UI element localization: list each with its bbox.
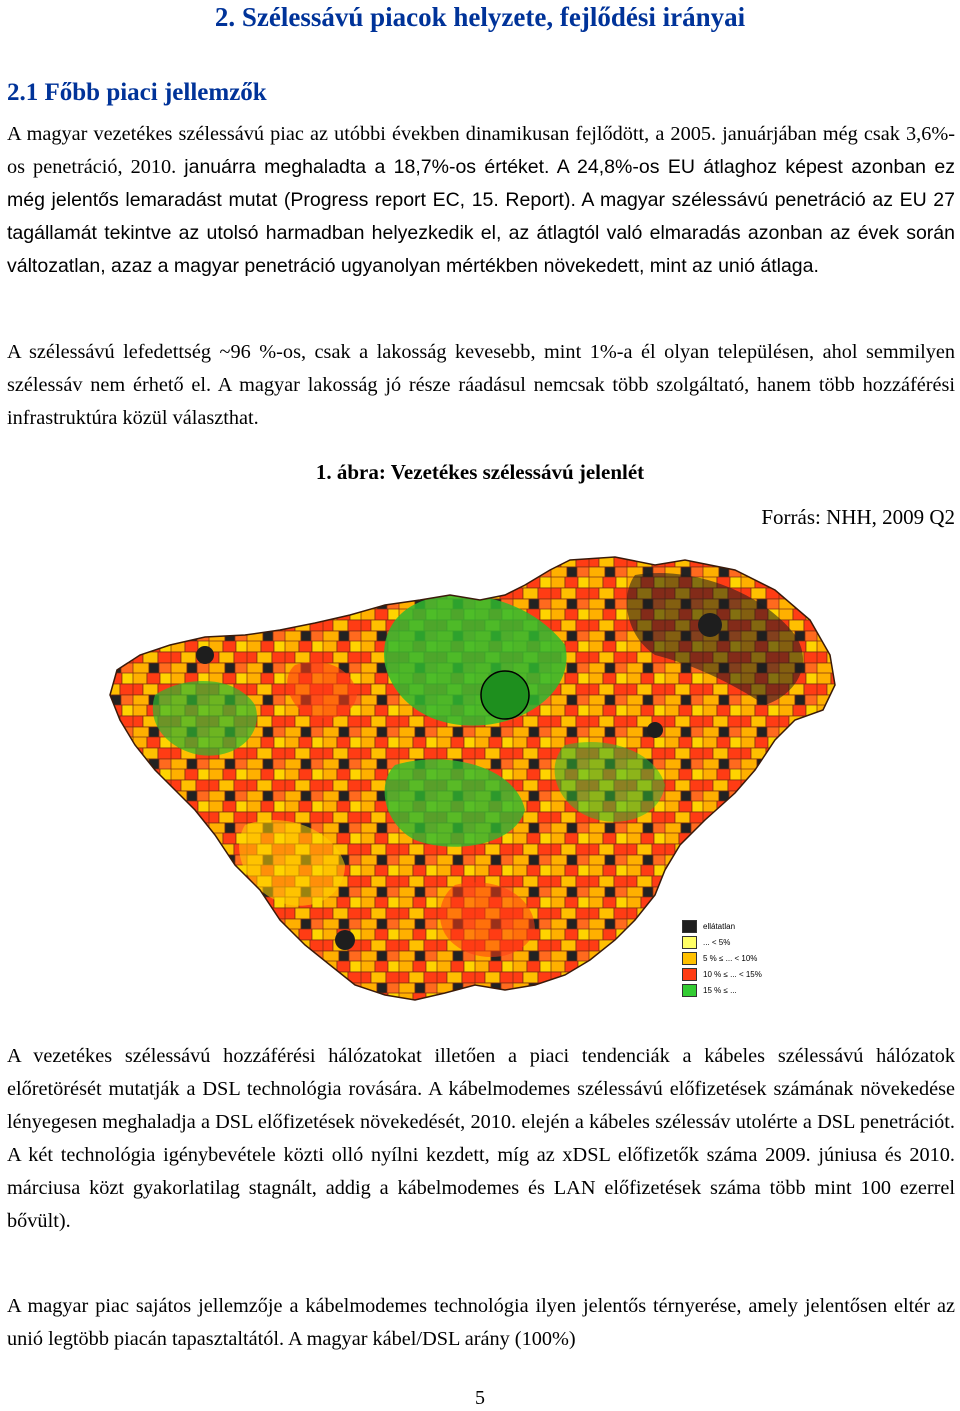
legend-label: 5 % ≤ ... < 10% xyxy=(703,953,758,963)
legend-swatch xyxy=(682,936,697,949)
legend-label: 10 % ≤ ... < 15% xyxy=(703,969,762,979)
legend-swatch xyxy=(682,952,697,965)
chapter-heading: 2. Szélessávú piacok helyzete, fejlődési irányai xyxy=(214,2,746,32)
legend-swatch xyxy=(682,920,697,933)
paragraph-cable-vs-dsl: A vezetékes szélessávú hozzáférési hálózatokat illetően a piaci tendenciák a kábeles szélessávú hálózatok előretörését mutatják a DSL technológia rovására. A kábelmodemes szélessávú előfizetések számának növekedése lényegesen meghaladja a DSL előfizetések növekedését, 2010. elején a kábeles szélessáv utolérte a DSL penetrációt. A két technológia igénybevétele közti olló nyílni kezdett, míg az xDSL előfizetők száma 2009. júniusa és 2010. márciusa közt gyakorlatilag stagnált, addig a kábelmodemes és LAN előfizetések száma több mint 100 ezerrel bővült). xyxy=(7,1045,955,1232)
legend-item xyxy=(682,982,782,998)
legend-item xyxy=(682,934,782,950)
paragraph-coverage: A szélessávú lefedettség ~96 %-os, csak a lakosság kevesebb, mint 1%-a él olyan településen, ahol semmilyen szélessáv nem érhető el. A magyar lakosság jó része ráadásul nemcsak több szolgáltató, hanem több hozzáférési infrastruktúra közül választhat. xyxy=(7,341,955,429)
legend-item xyxy=(682,950,782,966)
legend-item xyxy=(682,966,782,982)
paragraph-market-specifics: A magyar piac sajátos jellemzője a kábelmodemes technológia ilyen jelentős térnyerése, amely jelentősen eltér az unió legtöbb piacán tapasztaltától. A magyar kábel/DSL arány (100%) xyxy=(7,1295,955,1350)
section-heading: 2.1 Főbb piaci jellemzők xyxy=(7,79,267,106)
paragraph-serif-part: A magyar vezetékes szélessávú piac az utóbbi években dinamikusan fejlődött, a 2005. januárjában még csak 3,6%-os penetráció, 2010. xyxy=(7,123,955,178)
legend-label: 15 % ≤ ... xyxy=(703,985,737,995)
figure-caption: 1. ábra: Vezetékes szélessávú jelenlét xyxy=(315,460,645,484)
map-legend xyxy=(682,918,782,998)
legend-label: ... < 5% xyxy=(703,937,731,947)
paragraph-sans-part: januárra meghaladta a 18,7%-os értéket. A 24,8%-os EU átlaghoz képest azonban ez még jelentős lemaradást mutat (Progress report EC, 15. Report). A magyar szélessávú penetráció az EU 27 tagállamát tekintve az utolsó harmadban helyezkedik el, az átlagtól való elmaradás azonban az évek során változatlan, azaz a magyar penetráció ugyanolyan mértékben növekedett, mint az unió átlaga. xyxy=(7,156,955,277)
page-number: 5 xyxy=(475,1387,485,1409)
figure-source: Forrás: NHH, 2009 Q2 xyxy=(761,505,955,529)
legend-swatch xyxy=(682,968,697,981)
legend-label: ellátatlan xyxy=(703,921,736,931)
legend-swatch xyxy=(682,984,697,997)
paragraph-market-overview xyxy=(7,118,955,283)
legend-item xyxy=(682,918,782,934)
